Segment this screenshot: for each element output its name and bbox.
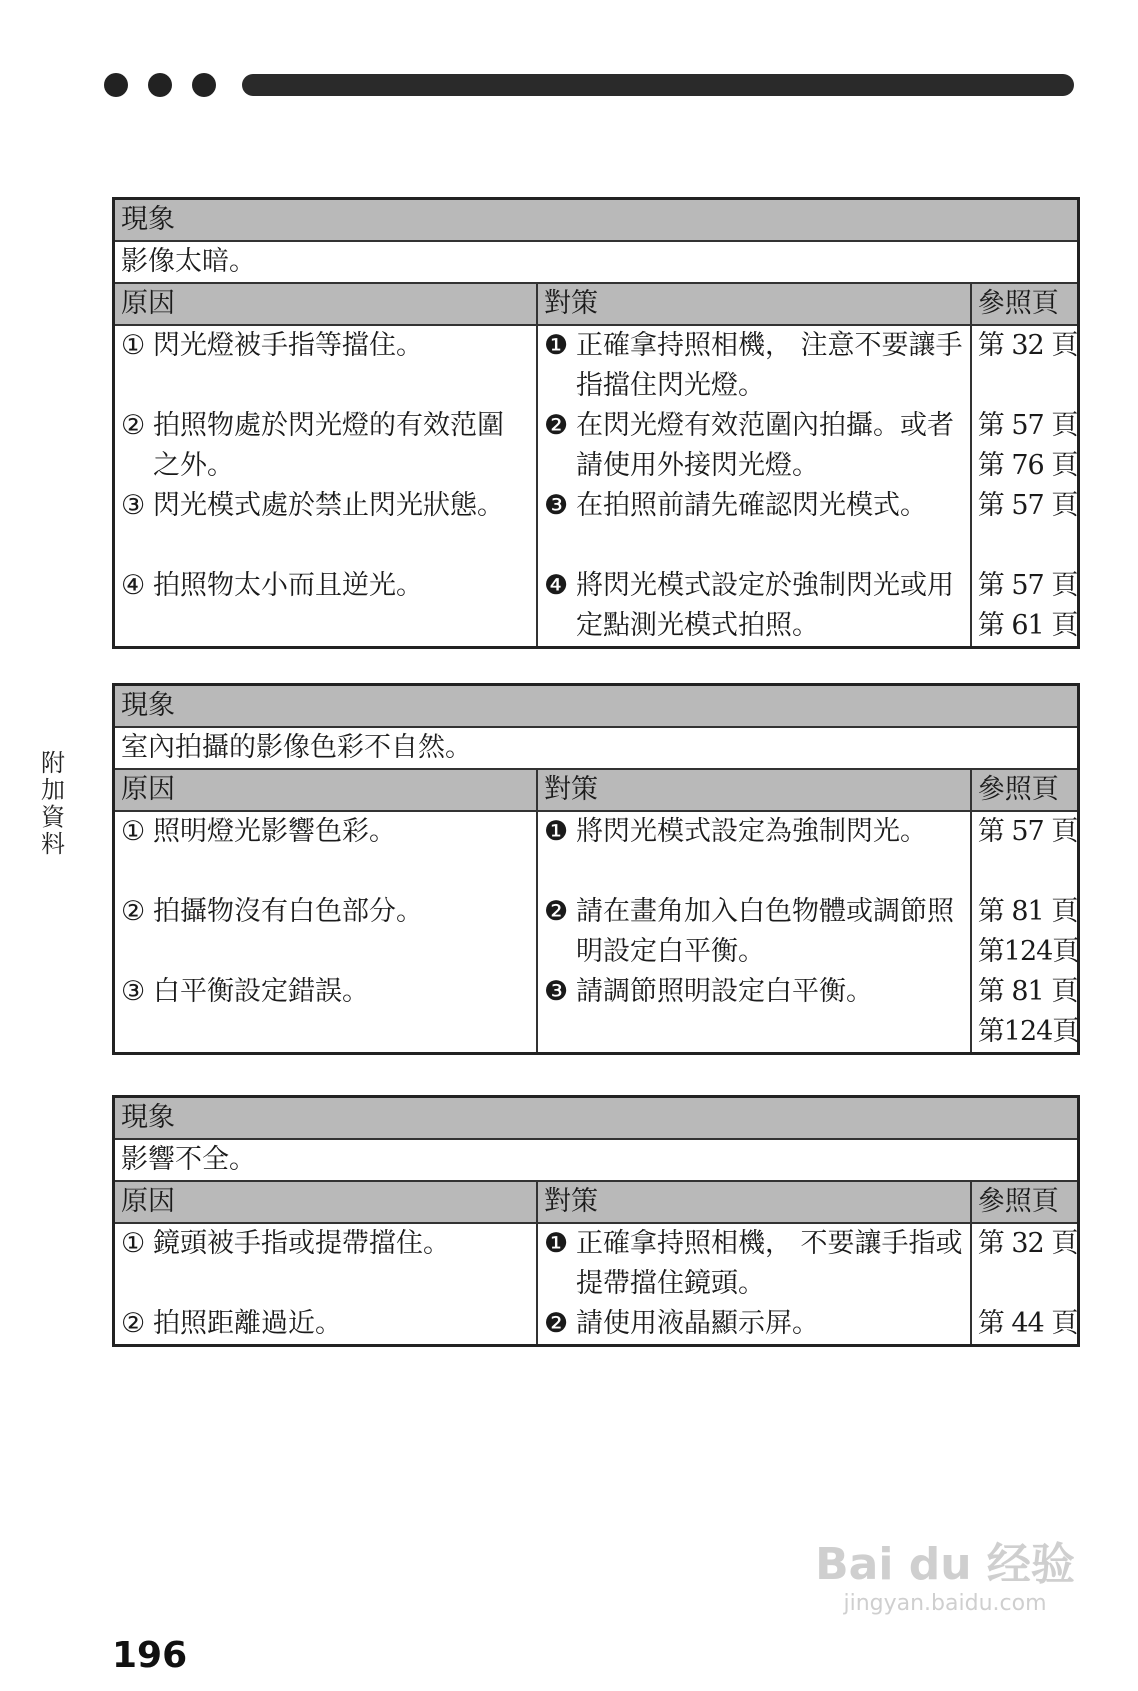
- cause-item: [121, 406, 530, 486]
- cause-text: 鏡頭被手指或提帶擋住。: [153, 1228, 450, 1259]
- cause-header: 原因: [114, 769, 537, 811]
- header-bar: [242, 74, 1074, 96]
- cause-number: ③: [121, 490, 146, 521]
- fix-item: [544, 1224, 964, 1304]
- cause-text: 拍照距離過近。: [153, 1308, 342, 1339]
- fix-text: 請在畫角加入白色物體或調節照明設定白平衡。: [575, 896, 954, 967]
- page-number: 196: [112, 1635, 188, 1676]
- fix-text: 請調節照明設定白平衡。: [575, 976, 873, 1007]
- fix-header: 對策: [537, 769, 971, 811]
- fix-number: ❸: [543, 976, 569, 1007]
- fix-text: 在拍照前請先確認閃光模式。: [575, 490, 927, 521]
- cause-text: 白平衡設定錯誤。: [153, 976, 369, 1007]
- symptom-text: 影像太暗。: [114, 241, 1079, 283]
- cause-item: [121, 812, 530, 892]
- fix-text: 在閃光燈有效范圍內拍攝。或者請使用外接閃光燈。: [575, 410, 954, 481]
- cause-header: 原因: [114, 1181, 537, 1223]
- fix-item: [544, 566, 964, 646]
- fix-cell: [537, 1223, 971, 1346]
- page-ref: 第124頁: [977, 1016, 1079, 1047]
- baidu-watermark: [810, 1540, 1080, 1618]
- page-ref: 第 57 頁: [977, 816, 1078, 847]
- cause-item: [121, 972, 530, 1052]
- ref-cell: [971, 325, 1079, 648]
- cause-cell: [114, 811, 537, 1054]
- cause-number: ①: [121, 816, 146, 847]
- page-header-decoration: [104, 70, 1074, 100]
- page-ref: 第 57 頁: [977, 570, 1078, 601]
- cause-number: ④: [121, 570, 146, 601]
- fix-number: ❷: [543, 410, 569, 441]
- fix-text: 請使用液晶顯示屏。: [575, 1308, 819, 1339]
- page-ref: 第 81 頁: [977, 976, 1078, 1007]
- cause-item: [121, 486, 530, 566]
- side-label-char: 加: [41, 776, 65, 804]
- fix-text: 正確拿持照相機， 不要讓手指或提帶擋住鏡頭。: [575, 1228, 963, 1299]
- ref-cell: [971, 811, 1079, 1054]
- fix-text: 將閃光模式設定為強制閃光。: [575, 816, 927, 847]
- watermark-url: jingyan.baidu.com: [843, 1591, 1047, 1616]
- cause-item: [121, 1224, 530, 1304]
- cause-item: [121, 892, 530, 972]
- ref-spacer: [978, 1264, 1071, 1304]
- cause-text: 照明燈光影響色彩。: [153, 816, 396, 847]
- page-ref: 第 44 頁: [977, 1308, 1078, 1339]
- fix-item: [544, 892, 964, 972]
- trouble-table: [112, 197, 1080, 649]
- fix-item: [544, 486, 964, 566]
- ref-header: 參照頁: [971, 283, 1079, 325]
- fix-text: 將閃光模式設定於強制閃光或用定點測光模式拍照。: [575, 570, 954, 641]
- cause-number: ②: [121, 1308, 146, 1339]
- page-ref: 第 57 頁: [977, 410, 1078, 441]
- ref-cell: [971, 1223, 1079, 1346]
- cause-text: 閃光模式處於禁止閃光狀態。: [153, 490, 504, 521]
- page-ref: 第 57 頁: [977, 490, 1078, 521]
- ref-spacer: [978, 526, 1071, 566]
- trouble-table: [112, 1095, 1080, 1347]
- cause-cell: [114, 325, 537, 648]
- cause-text: 拍攝物沒有白色部分。: [153, 896, 423, 927]
- fix-number: ❸: [543, 490, 569, 521]
- fix-cell: [537, 811, 971, 1054]
- cause-item: [121, 326, 530, 406]
- side-label-char: 附: [41, 749, 65, 777]
- fix-item: [544, 812, 964, 892]
- ref-spacer: [978, 852, 1071, 892]
- cause-number: ③: [121, 976, 146, 1007]
- cause-item: [121, 1304, 530, 1344]
- cause-number: ①: [121, 1228, 146, 1259]
- ref-spacer: [978, 366, 1071, 406]
- cause-item: [121, 566, 530, 646]
- fix-number: ❶: [543, 816, 569, 847]
- page-ref: 第 32 頁: [977, 330, 1078, 361]
- header-dot: [148, 73, 172, 97]
- cause-number: ①: [121, 330, 146, 361]
- fix-number: ❹: [543, 570, 569, 601]
- cause-cell: [114, 1223, 537, 1346]
- fix-number: ❶: [543, 1228, 569, 1259]
- ref-header: 參照頁: [971, 1181, 1079, 1223]
- cause-text: 閃光燈被手指等擋住。: [153, 330, 423, 361]
- fix-cell: [537, 325, 971, 648]
- cause-number: ②: [121, 896, 146, 927]
- fix-item: [544, 1304, 964, 1344]
- page-ref: 第 32 頁: [977, 1228, 1078, 1259]
- cause-text: 拍照物太小而且逆光。: [153, 570, 423, 601]
- trouble-table: [112, 683, 1080, 1055]
- symptom-header: 現象: [114, 199, 1079, 242]
- side-label-char: 料: [41, 830, 65, 858]
- cause-text: 拍照物處於閃光燈的有效范圍之外。: [153, 410, 504, 481]
- fix-header: 對策: [537, 283, 971, 325]
- fix-number: ❶: [543, 330, 569, 361]
- side-section-label: [38, 750, 68, 858]
- page-ref: 第 81 頁: [977, 896, 1078, 927]
- cause-header: 原因: [114, 283, 537, 325]
- ref-header: 參照頁: [971, 769, 1079, 811]
- fix-text: 正確拿持照相機， 注意不要讓手指擋住閃光燈。: [575, 330, 963, 401]
- header-dot: [104, 73, 128, 97]
- page-ref: 第124頁: [977, 936, 1079, 967]
- symptom-header: 現象: [114, 685, 1079, 728]
- page-ref: 第 61 頁: [977, 610, 1078, 641]
- fix-item: [544, 406, 964, 486]
- symptom-text: 室內拍攝的影像色彩不自然。: [114, 727, 1079, 769]
- fix-item: [544, 972, 964, 1052]
- symptom-header: 現象: [114, 1097, 1079, 1140]
- fix-number: ❷: [543, 896, 569, 927]
- cause-number: ②: [121, 410, 146, 441]
- side-label-char: 資: [41, 803, 65, 831]
- symptom-text: 影響不全。: [114, 1139, 1079, 1181]
- watermark-logo-text: Bai du 经验: [815, 1539, 1075, 1590]
- fix-item: [544, 326, 964, 406]
- fix-header: 對策: [537, 1181, 971, 1223]
- page-ref: 第 76 頁: [977, 450, 1078, 481]
- fix-number: ❷: [543, 1308, 569, 1339]
- header-dot: [192, 73, 216, 97]
